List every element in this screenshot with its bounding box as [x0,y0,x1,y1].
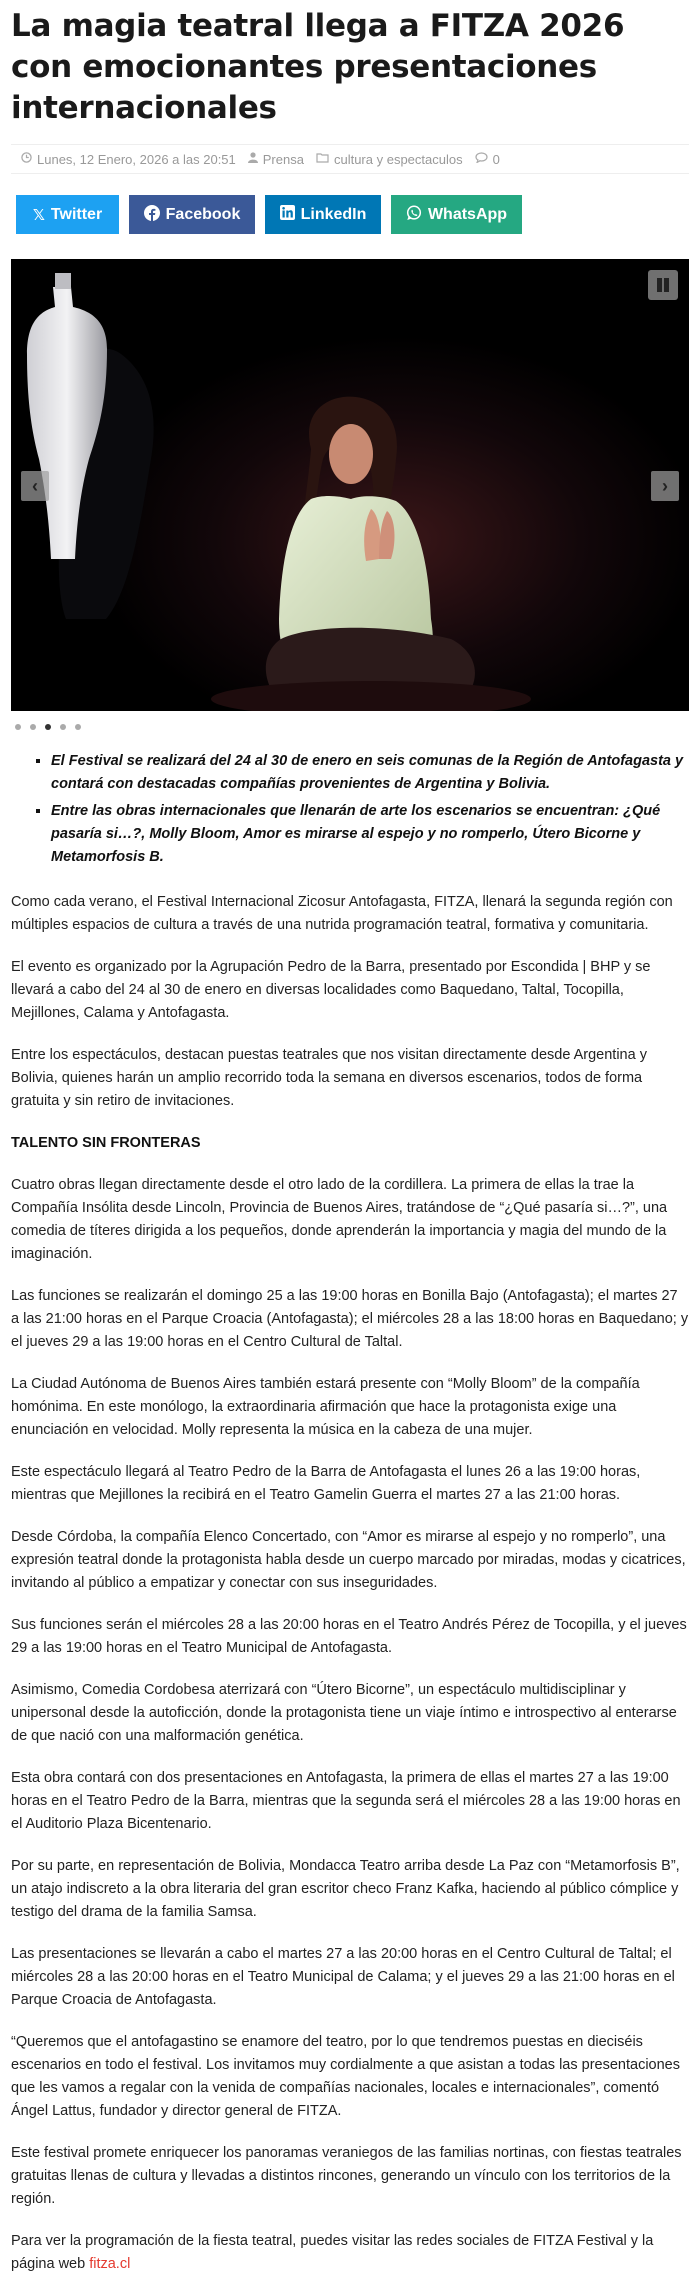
body-paragraph: Esta obra contará con dos presentaciones en Antofagasta, la primera de ellas el martes 27 a las 19:00 horas en el Teatro Pedro de la Barra, mientras que la segunda será el miércoles 28 a las 19:00 horas en el Auditorio Plaza Bicentenario. [11,1770,681,1832]
facebook-icon [144,205,160,225]
body-paragraph: Asimismo, Comedia Cordobesa aterrizará con “Útero Bicorne”, un espectáculo multidisciplinar y unipersonal desde la autoficción, donde la protagonista tiene un viaje íntimo e introspectivo al enterarse de que nació con una malformación genética. [11,1682,677,1744]
x-icon: 𝕏 [32,206,45,224]
share-whatsapp-label: WhatsApp [427,205,508,223]
body-paragraph: El evento es organizado por la Agrupación Pedro de la Barra, presentado por Escondida | BHP y se llevará a cabo del 24 al 30 de enero en diversas localidades como Baquedano, Taltal, Tocopilla, Mejillones, Calama y Antofagasta. [11,959,651,1021]
share-twitter-label: Twitter [50,205,103,223]
highlight-item: ▪ El Festival se realizará del 24 al 30 de enero en seis comunas de la Región de Antofagasta y contará con destacadas compañías provenientes de Argentina y Bolivia. [51,750,689,796]
image-slider[interactable] [11,259,689,711]
slider-next-button[interactable]: › [651,471,679,501]
body-paragraph: “Queremos que el antofagastino se enamore del teatro, por lo que tendremos puestas en dieciséis escenarios en todo el festival. Los invitamos muy cordialmente a que asistan a todas las presentaciones que les vamos a regalar con la venida de compañías nacionales, locales e internacionales”, comentó Ángel Lattus, fundador y director general de FITZA. [11,2034,680,2119]
article-highlights [11,750,689,869]
slider-dot[interactable] [75,724,81,730]
section-subheading: TALENTO SIN FRONTERAS [11,1135,201,1151]
body-paragraph: Las funciones se realizarán el domingo 25 a las 19:00 horas en Bonilla Bajo (Antofagasta); el martes 27 a las 21:00 horas en el Parque Croacia (Antofagasta); el miércoles 28 a las 18:00 horas en Baquedano; y el jueves 29 a las 19:00 horas en el Centro Cultural de Taltal. [11,1288,689,1350]
slider-dot[interactable] [30,724,36,730]
slider-prev-button[interactable]: ‹ [21,471,49,501]
highlight-item: ▪ Entre las obras internacionales que llenarán de arte los escenarios se encuentran: ¿Qué pasaría si…?, Molly Bloom, Amor es mirarse al espejo y no romperlo, Útero Bicorne y Metamorfosis B. [51,800,689,869]
share-linkedin-label: LinkedIn [300,205,367,223]
body-paragraph: Sus funciones serán el miércoles 28 a las 20:00 horas en el Teatro Andrés Pérez de Tocopilla, y el jueves 29 a las 19:00 horas en el Teatro Municipal de Antofagasta. [11,1617,687,1656]
share-twitter-button[interactable] [16,195,119,234]
meta-date-text: Lunes, 12 Enero, 2026 a las 20:51 [37,151,236,167]
body-paragraph: Este festival promete enriquecer los panoramas veraniegos de las familias nortinas, con fiestas teatrales gratuitas llenas de cultura y llevadas a distintos rincones, generando un vínculo con los territorios de la región. [11,2145,682,2207]
meta-author[interactable] [248,152,304,167]
folder-icon [316,152,329,166]
body-paragraph: Este espectáculo llegará al Teatro Pedro de la Barra de Antofagasta el lunes 26 a las 19:00 horas, mientras que Mejillones la recibirá en el Teatro Gamelin Guerra el martes 27 a las 21:00 horas. [11,1464,641,1503]
body-paragraph: Entre los espectáculos, destacan puestas teatrales que nos visitan directamente desde Argentina y Bolivia, quienes harán un amplio recorrido toda la semana en diversos escenarios, todos de forma gratuita y sin retiro de invitaciones. [11,1047,647,1109]
body-paragraph-final [11,2230,689,2276]
body-paragraph: Cuatro obras llegan directamente desde el otro lado de la cordillera. La primera de ellas la trae la Compañía Insólita desde Lincoln, Provincia de Buenos Aires, tratándose de “¿Qué pasaría si…?”, una comedia de títeres dirigida a los pequeños, donde aprenderán la importancia y magia del mundo de la imaginación. [11,1177,668,1262]
clock-icon [21,152,32,166]
meta-author-text[interactable]: Prensa [262,151,304,167]
article-meta [11,144,689,174]
final-paragraph-text: Para ver la programación de la fiesta teatral, puedes visitar las redes sociales de FITZA Festival y la página web [11,2233,654,2272]
slider-photo [11,259,689,711]
body-paragraph: Las presentaciones se llevarán a cabo el martes 27 a las 20:00 horas en el Centro Cultural de Taltal; el miércoles 28 a las 20:00 horas en el Teatro Municipal de Calama; y el jueves 29 a las 21:00 horas en el Parque Croacia de Antofagasta. [11,1946,675,2008]
website-link[interactable]: fitza.cl [89,2256,131,2272]
slider-dots [15,724,689,730]
body-paragraph: Como cada verano, el Festival Internacional Zicosur Antofagasta, FITZA, llenará la segunda región con múltiples espacios de cultura a través de una nutrida programación teatral, formativa y comunitaria. [11,894,673,933]
meta-comments-count[interactable]: 0 [492,151,500,167]
user-icon [248,152,258,166]
meta-category[interactable] [316,152,463,167]
share-facebook-button[interactable] [129,195,255,234]
share-whatsapp-button[interactable] [391,195,522,234]
meta-date [21,152,236,167]
whatsapp-icon [406,205,422,225]
comment-icon [475,152,488,166]
share-facebook-label: Facebook [165,205,241,223]
slider-dot[interactable] [15,724,21,730]
share-buttons [16,195,689,234]
slider-dot[interactable] [60,724,66,730]
meta-comments[interactable] [475,152,500,167]
share-linkedin-button[interactable] [265,195,381,234]
article-body [11,891,689,2276]
slider-pause-button[interactable] [648,270,678,300]
linkedin-icon [280,205,295,224]
body-paragraph: Desde Córdoba, la compañía Elenco Concertado, con “Amor es mirarse al espejo y no romperlo”, una expresión teatral donde la protagonista habla desde un cuerpo marcado por miradas, modas y cicatrices, invitando al público a empatizar y conectar con sus inseguridades. [11,1529,686,1591]
article-title: La magia teatral llega a FITZA 2026 con emocionantes presentaciones internacionales [11,8,625,126]
body-paragraph: La Ciudad Autónoma de Buenos Aires también estará presente con “Molly Bloom” de la compañía homónima. En este monólogo, la extraordinaria afirmación que hace la protagonista exige una enunciación en velocidad. Molly representa la música en la cabeza de una mujer. [11,1376,640,1438]
slider-dot[interactable] [45,724,51,730]
meta-category-text[interactable]: cultura y espectaculos [333,151,463,167]
body-paragraph: Por su parte, en representación de Bolivia, Mondacca Teatro arriba desde La Paz con “Metamorfosis B”, un atajo indiscreto a la obra literaria del gran escritor checo Franz Kafka, haciendo al público cómplice y testigo del drama de la familia Samsa. [11,1858,680,1920]
